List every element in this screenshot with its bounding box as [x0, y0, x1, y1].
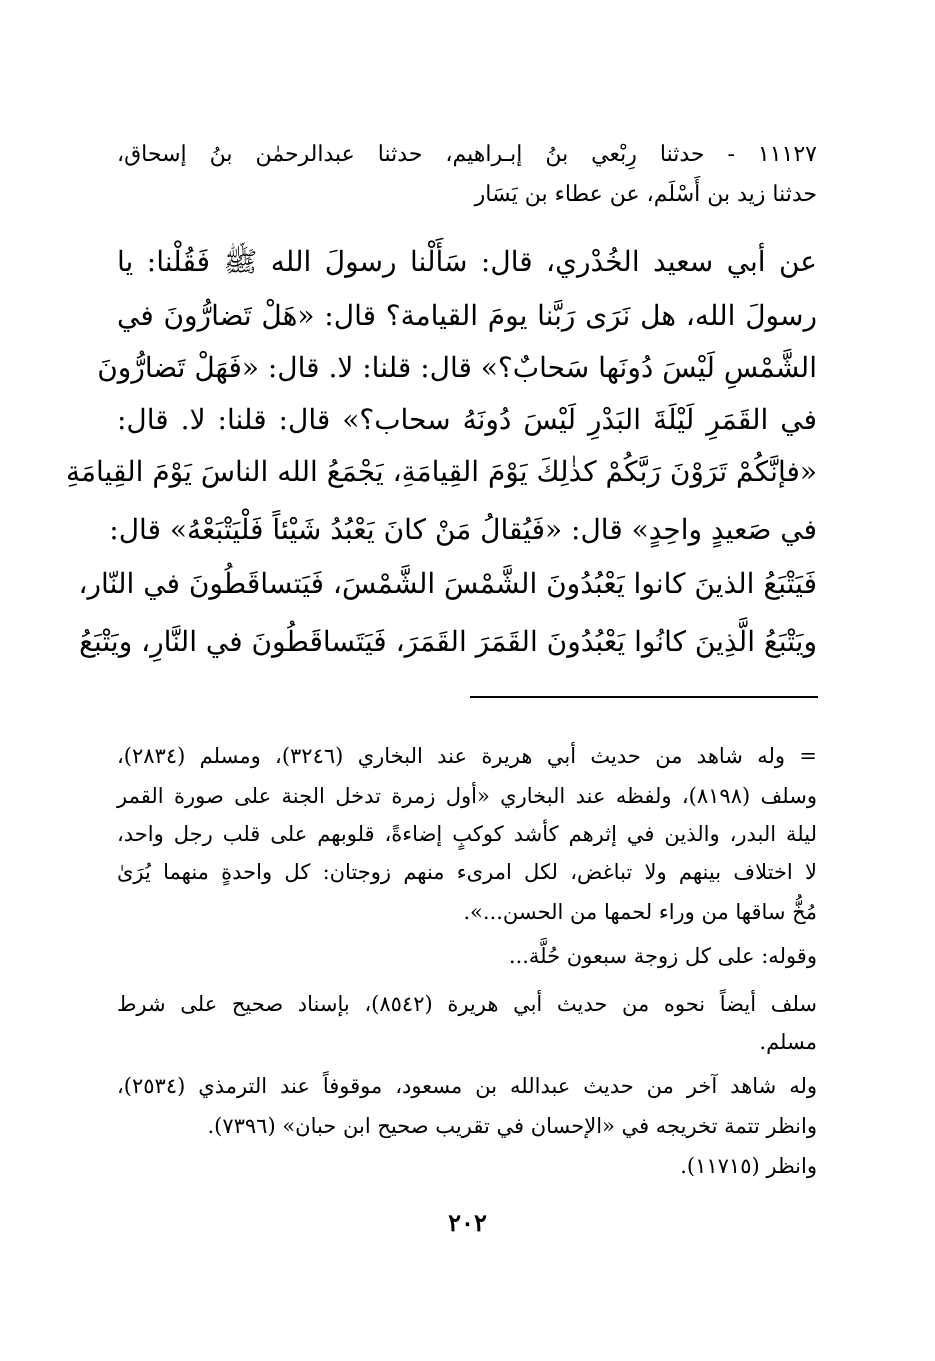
footnote-line-7: سلف أيضاً نحوه من حديث أبي هريرة (٨٥٤٢)، بإسناد صحيح على شرط [117, 992, 818, 1016]
footnote-separator [470, 696, 818, 698]
footnote-line-9: وله شاهد آخر من حديث عبدالله بن مسعود، موقوفاً عند الترمذي (٢٥٣٤)، [117, 1074, 817, 1098]
page-number: ٢٠٢ [448, 1208, 487, 1237]
matn-line-3: الشَّمْسِ لَيْسَ دُونَها سَحابٌ؟» قال: قلنا: لا. قال: «فَهَلْ تَضارُّونَ [97, 351, 817, 384]
footnote-line-4: لا اختلاف بينهم ولا تباغض، لكل امرىء منهم زوجتان: كل واحدةٍ منهما يُرَىٰ [117, 860, 817, 884]
footnote-line-8: مسلم. [759, 1030, 817, 1054]
matn-line-2: رسولَ الله، هل نَرَى رَبَّنا يومَ القيامة؟ قال: «هَلْ تَضارُّونَ في [117, 299, 817, 332]
matn-line-5: «فإنَّكُمْ تَرَوْنَ رَبَّكُمْ كذٰلِكَ يَوْمَ القِيامَةِ، يَجْمَعُ الله الناسَ يَوْمَ القِيامَةِ [65, 455, 817, 488]
footnote-line-10: وانظر تتمة تخريجه في «الإحسان في تقريب صحيح ابن حبان» (٧٣٩٦). [207, 1114, 817, 1138]
footnote-line-11: وانظر (١١٧١٥). [680, 1154, 817, 1178]
matn-line-1: عن أبي سعيد الخُدْري، قال: سَأَلْنا رسولَ الله ﷺ فَقُلْنا: يا [117, 245, 817, 278]
matn-line-7: فَيَتْبَعُ الذينَ كانوا يَعْبُدُونَ الشَّمْسَ الشَّمْسَ، فَيَتساقَطُونَ في النّار، [78, 567, 817, 600]
isnad-line-2: حدثنا زيد بن أَسْلَم، عن عطاء بن يَسَار [474, 182, 817, 207]
matn-line-4: في القَمَرِ لَيْلَةَ البَدْرِ لَيْسَ دُونَهُ سحاب؟» قال: قلنا: لا. قال: [117, 403, 817, 436]
matn-line-8: ويَتْبَعُ الَّذِينَ كانُوا يَعْبُدُونَ القَمَرَ القَمَرَ، فَيَتَساقَطُونَ في النَّارِ، ويَتْبَعُ [79, 625, 817, 658]
matn-line-6: في صَعيدٍ واحِدٍ» قال: «فَيُقالُ مَنْ كانَ يَعْبُدُ شَيْئاً فَلْيَتْبَعْهُ» قال: [109, 513, 817, 546]
footnote-line-2: وسلف (٨١٩٨)، ولفظه عند البخاري «أول زمرة تدخل الجنة على صورة القمر [117, 784, 817, 808]
footnote-line-6: وقوله: على كل زوجة سبعون حُلَّة... [508, 944, 817, 968]
footnote-line-3: ليلة البدر، والذين في إثرهم كأشد كوكبٍ إضاءةً، قلوبهم على قلب رجل واحد، [117, 822, 817, 846]
footnote-line-5: مُخُّ ساقها من وراء لحمها من الحسن...». [463, 900, 817, 924]
footnote-line-1: = وله شاهد من حديث أبي هريرة عند البخاري (٣٢٤٦)، ومسلم (٢٨٣٤)، [117, 744, 817, 768]
isnad-line-1: ١١١٢٧ - حدثنا رِبْعي بنُ إبـراهيم، حدثنا عبدالرحمٰن بنُ إسحاق، [117, 142, 817, 167]
